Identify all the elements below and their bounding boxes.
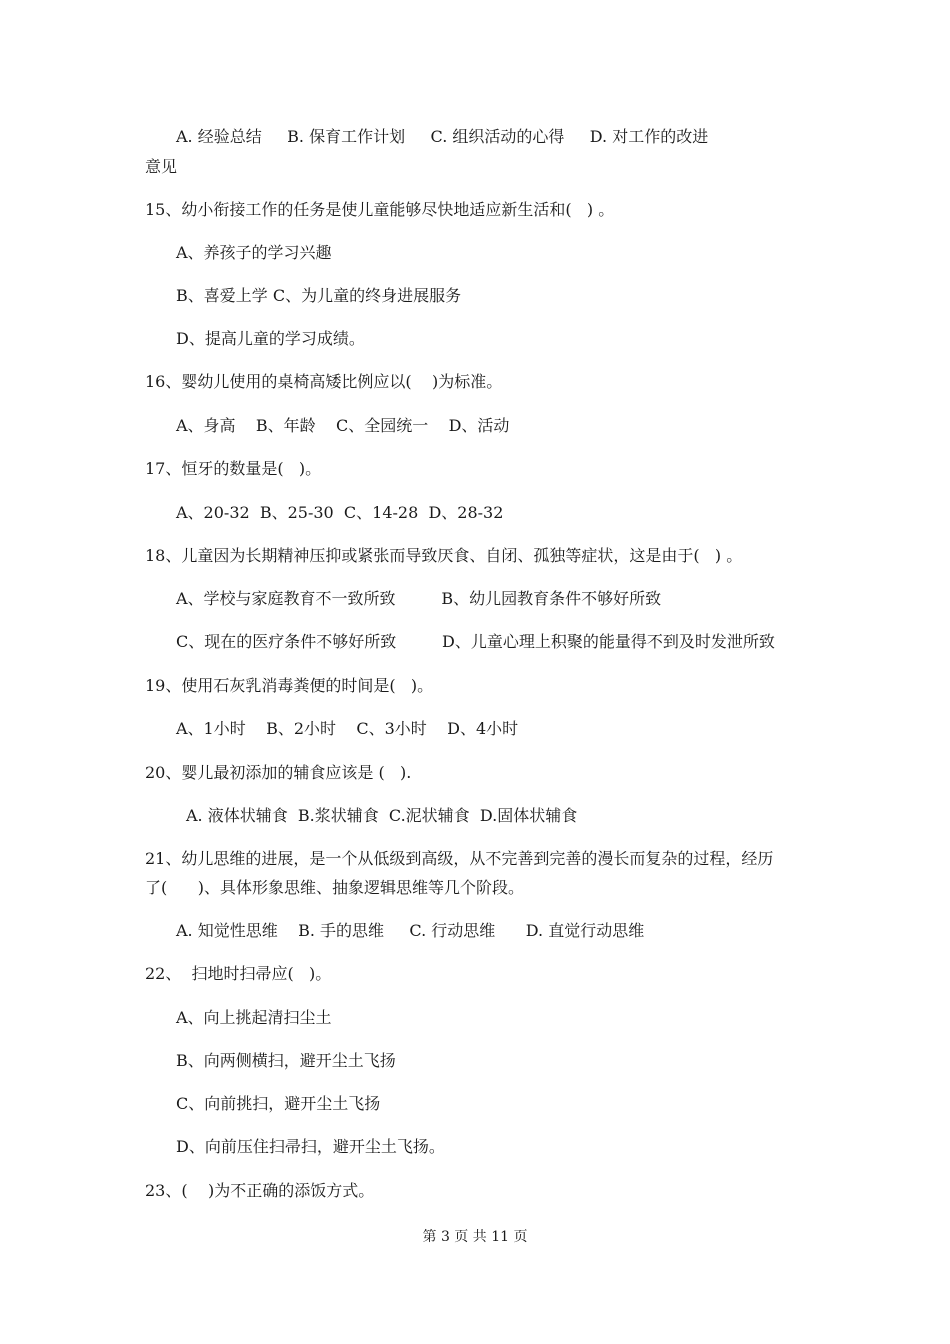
q18-options-cd: C、现在的医疗条件不够好所致 D、儿童心理上积聚的能量得不到及时发泄所致 xyxy=(176,632,775,651)
question-23: 23、( )为不正确的添饭方式。 xyxy=(145,1181,375,1200)
q14-options-cont: 意见 xyxy=(145,157,178,176)
q16-options: A、身高 B、年龄 C、全园统一 D、活动 xyxy=(176,416,510,435)
q19-options: A、1小时 B、2小时 C、3小时 D、4小时 xyxy=(176,719,519,738)
q20-options: A. 液体状辅食 B.浆状辅食 C.泥状辅食 D.固体状辅食 xyxy=(186,806,578,825)
q22-option-b: B、向两侧横扫，避开尘土飞扬 xyxy=(176,1051,396,1070)
question-19: 19、使用石灰乳消毒粪便的时间是( )。 xyxy=(145,676,434,695)
question-17: 17、恒牙的数量是( )。 xyxy=(145,459,322,478)
q18-options-ab: A、学校与家庭教育不一致所致 B、幼儿园教育条件不够好所致 xyxy=(176,589,662,608)
q15-option-d: D、提高儿童的学习成绩。 xyxy=(176,329,365,348)
q22-option-d: D、向前压住扫帚扫，避开尘土飞扬。 xyxy=(176,1137,445,1156)
q15-option-bc: B、喜爱上学 C、为儿童的终身进展服务 xyxy=(176,286,462,305)
q22-option-c: C、向前挑扫，避开尘土飞扬 xyxy=(176,1094,381,1113)
question-16: 16、婴幼儿使用的桌椅高矮比例应以( )为标准。 xyxy=(145,372,503,391)
question-21: 21、幼儿思维的进展，是一个从低级到高级，从不完善到完善的漫长而复杂的过程，经历 xyxy=(145,849,774,868)
q21-options: A. 知觉性思维 B. 手的思维 C. 行动思维 D. 直觉行动思维 xyxy=(176,921,645,940)
question-15: 15、幼小衔接工作的任务是使儿童能够尽快地适应新生活和( ) 。 xyxy=(145,200,615,219)
question-21-cont: 了( )、具体形象思维、抽象逻辑思维等几个阶段。 xyxy=(145,878,525,897)
q15-option-a: A、养孩子的学习兴趣 xyxy=(176,243,332,262)
question-18: 18、儿童因为长期精神压抑或紧张而导致厌食、自闭、孤独等症状，这是由于( ) 。 xyxy=(145,546,743,565)
question-22: 22、 扫地时扫帚应( )。 xyxy=(145,964,332,983)
q14-options: A. 经验总结 B. 保育工作计划 C. 组织活动的心得 D. 对工作的改进 xyxy=(176,127,709,146)
page-footer: 第 3 页 共 11 页 xyxy=(422,1229,528,1245)
q17-options: A、20-32 B、25-30 C、14-28 D、28-32 xyxy=(176,503,504,522)
q22-option-a: A、向上挑起清扫尘土 xyxy=(176,1008,332,1027)
question-20: 20、婴儿最初添加的辅食应该是 ( ). xyxy=(145,763,412,782)
